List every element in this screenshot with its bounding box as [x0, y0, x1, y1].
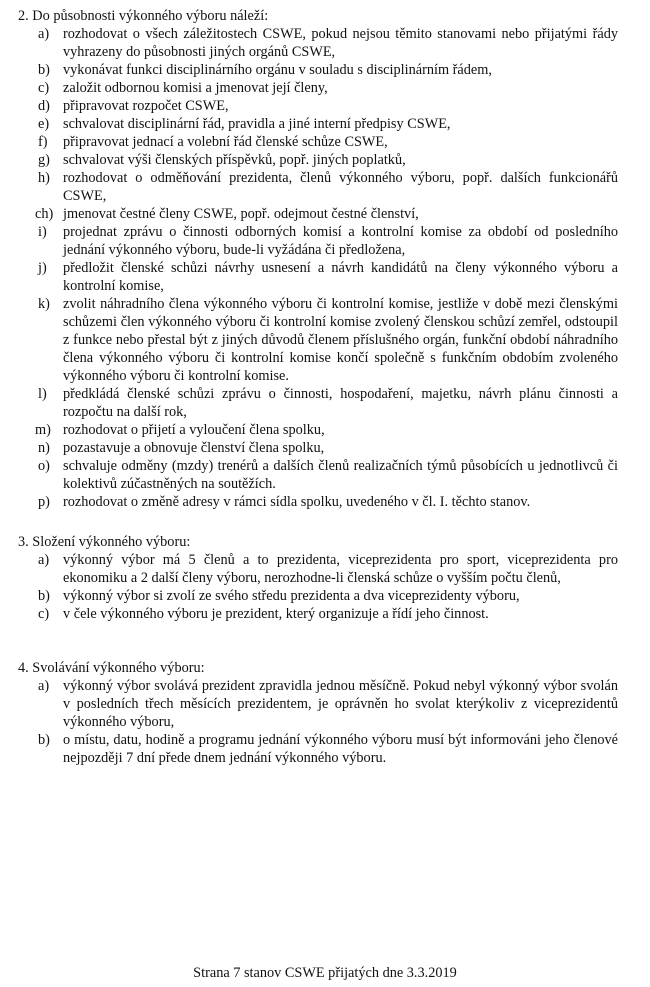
- item-marker: f): [38, 134, 48, 150]
- list-item: [18, 457, 618, 493]
- list-item: [18, 677, 618, 731]
- item-text: rozhodovat o odměňování prezidenta, členů výkonného výboru, popř. dalších funkcionářů CSWE,: [63, 170, 618, 204]
- list-item: [18, 223, 618, 259]
- item-marker: c): [38, 606, 50, 622]
- list-item: [18, 551, 618, 587]
- item-list: [18, 677, 618, 767]
- item-marker: h): [38, 170, 50, 186]
- item-list: [18, 551, 618, 623]
- item-marker: p): [38, 494, 50, 510]
- item-marker: m): [35, 422, 51, 438]
- item-marker: a): [38, 552, 50, 568]
- item-text: výkonný výbor svolává prezident zpravidla jednou měsíčně. Pokud nebyl výkonný výbor svolán v posledních třech měsících prezidentem, je oprávněn ho svolat kterýkoliv z viceprezidentů výkonného výboru,: [63, 678, 618, 730]
- item-text: připravovat jednací a volební řád členské schůze CSWE,: [63, 134, 388, 150]
- item-text: o místu, datu, hodině a programu jednání výkonného výboru musí být informováni jeho členové nejpozději 7 dní přede dnem jednání výkonného výboru.: [63, 732, 618, 766]
- item-text: rozhodovat o všech záležitostech CSWE, pokud nejsou těmito stanovami nebo přijatými řády vyhrazeny do působnosti jiných orgánů CSWE,: [63, 26, 618, 60]
- list-item: [18, 295, 618, 385]
- item-marker: ch): [35, 206, 54, 222]
- item-marker: b): [38, 588, 50, 604]
- list-item: [18, 97, 618, 115]
- list-item: [18, 587, 618, 605]
- item-marker: k): [38, 296, 50, 312]
- list-item: [18, 133, 618, 151]
- section-heading: 3. Složení výkonného výboru:: [18, 534, 191, 550]
- item-text: pozastavuje a obnovuje členství člena spolku,: [63, 440, 325, 456]
- item-marker: c): [38, 80, 50, 96]
- item-marker: a): [38, 678, 50, 694]
- item-text: zvolit náhradního člena výkonného výboru či kontrolní komise, jestliže v době mezi členskými schůzemi člen výkonného výboru či kontrolní komise zvolený členskou schůzí zemřel, odstoupil z funkce nebo přestal být z jiných důvodů členem příslušného orgán, funkční období náhradního člena výkonného výboru či kontrolní komise končí společně s funkčním obdobím zvoleného výkonného výboru či kontrolní komise.: [63, 296, 618, 384]
- list-item: [18, 115, 618, 133]
- item-marker: g): [38, 152, 50, 168]
- item-text: připravovat rozpočet CSWE,: [63, 98, 229, 114]
- item-text: projednat zprávu o činnosti odborných komisí a kontrolní komise za období od posledního jednání výkonného výboru, bude-li vyžádána či předložena,: [63, 224, 618, 258]
- item-text: v čele výkonného výboru je prezident, který organizuje a řídí jeho činnost.: [63, 606, 489, 622]
- list-item: [18, 61, 618, 79]
- list-item: [18, 385, 618, 421]
- item-text: schvaluje odměny (mzdy) trenérů a dalších členů realizačních týmů působících u jednotlivců či kolektivů zúčastněných na soutěžích.: [63, 458, 618, 492]
- item-text: schvalovat výši členských příspěvků, popř. jiných poplatků,: [63, 152, 406, 168]
- item-marker: n): [38, 440, 50, 456]
- item-text: rozhodovat o změně adresy v rámci sídla spolku, uvedeného v čl. I. těchto stanov.: [63, 494, 531, 510]
- list-item: [18, 493, 618, 511]
- section-2: [18, 7, 618, 511]
- item-text: předkládá členské schůzi zprávu o činnosti, hospodaření, majetku, návrh plánu činnosti a rozpočtu na další rok,: [63, 386, 618, 420]
- item-marker: j): [38, 260, 47, 276]
- item-text: předložit členské schůzi návrhy usnesení a návrh kandidátů na členy výkonného výboru a kontrolní komise,: [63, 260, 618, 294]
- item-marker: l): [38, 386, 47, 402]
- list-item: [18, 259, 618, 295]
- item-marker: e): [38, 116, 50, 132]
- item-text: výkonný výbor má 5 členů a to prezidenta, viceprezidenta pro sport, viceprezidenta pro ekonomiku a 2 další členy výboru, nerozhodne-li členská schůze o vyšším počtu členů,: [63, 552, 618, 586]
- list-item: [18, 79, 618, 97]
- section-4: [18, 659, 618, 767]
- section-heading: 4. Svolávání výkonného výboru:: [18, 660, 205, 676]
- list-item: [18, 731, 618, 767]
- item-marker: i): [38, 224, 47, 240]
- list-item: [18, 605, 618, 623]
- page-footer: Strana 7 stanov CSWE přijatých dne 3.3.2019: [193, 965, 457, 981]
- list-item: [18, 151, 618, 169]
- item-text: založit odbornou komisi a jmenovat její členy,: [63, 80, 328, 96]
- item-text: vykonávat funkci disciplinárního orgánu v souladu s disciplinárním řádem,: [63, 62, 492, 78]
- item-text: rozhodovat o přijetí a vyloučení člena spolku,: [63, 422, 325, 438]
- item-marker: d): [38, 98, 50, 114]
- section-3: [18, 533, 618, 623]
- list-item: [18, 25, 618, 61]
- item-marker: o): [38, 458, 50, 474]
- item-marker: b): [38, 62, 50, 78]
- section-heading: 2. Do působnosti výkonného výboru náleží:: [18, 8, 269, 24]
- item-text: schvalovat disciplinární řád, pravidla a jiné interní předpisy CSWE,: [63, 116, 451, 132]
- list-item: [18, 439, 618, 457]
- item-marker: a): [38, 26, 50, 42]
- item-marker: b): [38, 732, 50, 748]
- list-item: [18, 421, 618, 439]
- item-text: výkonný výbor si zvolí ze svého středu prezidenta a dva viceprezidenty výboru,: [63, 588, 520, 604]
- list-item: [18, 205, 618, 223]
- item-list: [18, 25, 618, 511]
- list-item: [18, 169, 618, 205]
- item-text: jmenovat čestné členy CSWE, popř. odejmout čestné členství,: [63, 206, 419, 222]
